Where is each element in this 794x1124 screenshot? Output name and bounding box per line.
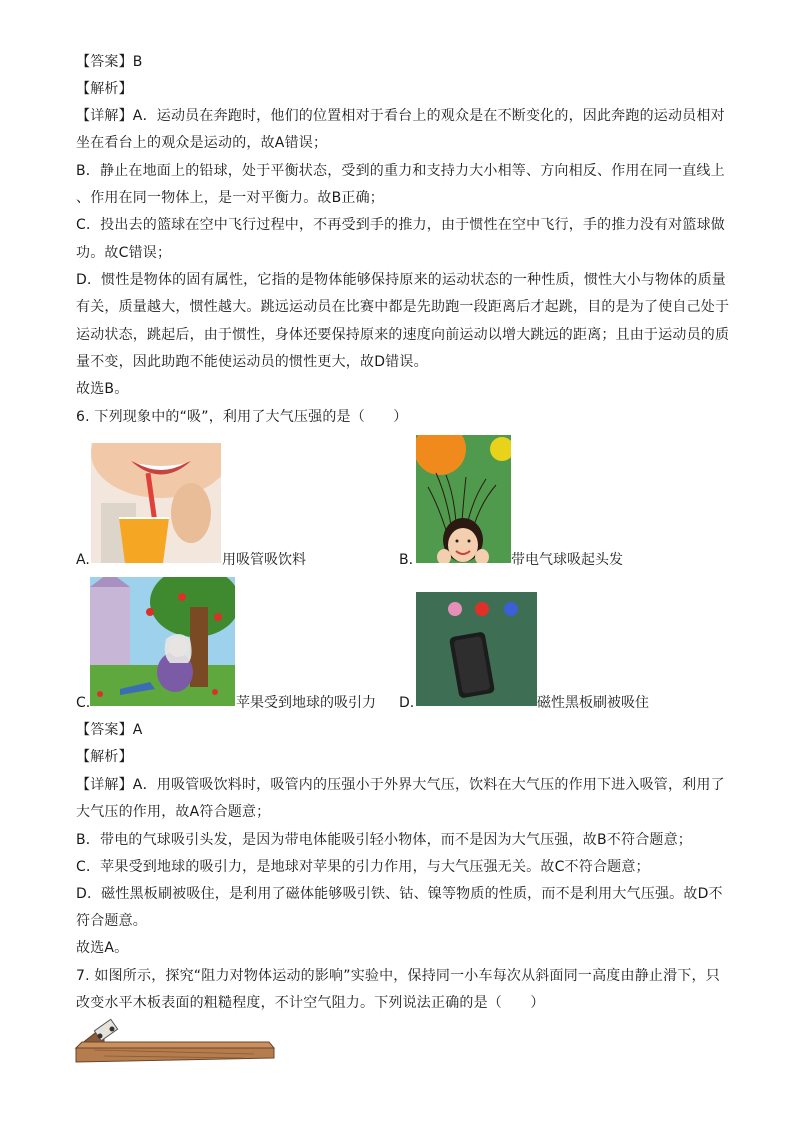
q5-line-6: D．惯性是物体的固有属性，它指的是物体能够保持原来的运动状态的一种性质，惯性大小与物体的质量 — [76, 272, 726, 288]
q7-line-1: 改变水平木板表面的粗糙程度，不计空气阻力。下列说法正确的是（ ） — [76, 995, 545, 1011]
q6-line-1: 大气压的作用，故A符合题意； — [76, 804, 271, 820]
q5-line-5: 功。故C错误； — [76, 245, 172, 261]
q5-line-1: 坐在看台上的观众是运动的，故A错误； — [76, 135, 328, 151]
option-c-text: 苹果受到地球的吸引力 — [236, 695, 376, 711]
q5-line-7: 有关，质量越大，惯性越大。跳远运动员在比赛中都是先助跑一段距离后才起跳，目的是为了使自己处于 — [76, 299, 730, 315]
straw-drink-image — [91, 443, 221, 563]
q6-line-3: C．苹果受到地球的吸引力，是地球对苹果的引力作用，与大气压强无关。故C不符合题意； — [76, 859, 650, 875]
q6-analysis-label: 【解析】 — [76, 749, 133, 765]
q5-line-2: B．静止在地面上的铅球，处于平衡状态，受到的重力和支持力大小相等、方向相反、作用在同一直线上 — [76, 163, 725, 179]
q6-line-5: 符合题意。 — [76, 913, 147, 929]
option-d-text: 磁性黑板刷被吸住 — [537, 695, 649, 711]
option-a-text: 用吸管吸饮料 — [222, 552, 306, 568]
q7-line-0: 7. 如图所示，探究“阻力对物体运动的影响”实验中，保持同一小车每次从斜面同一高度由静止滑下，只 — [76, 968, 720, 984]
option-c-label: C. — [76, 695, 91, 711]
q5-analysis-label: 【解析】 — [76, 81, 133, 97]
q5-line-4: C．投出去的篮球在空中飞行过程中，不再受到手的推力，由于惯性在空中飞行，手的推力没有对篮球做 — [76, 217, 725, 233]
option-a-label: A. — [76, 552, 90, 568]
incline-cart-figure — [74, 1018, 278, 1068]
q5-line-9: 量不变，因此助跑不能使运动员的惯性更大，故D错误。 — [76, 354, 428, 370]
q6-line-6: 故选A。 — [76, 940, 129, 956]
magnetic-eraser-image — [416, 592, 537, 706]
q5-line-0: 【详解】A．运动员在奔跑时，他们的位置相对于看台上的观众是在不断变化的，因此奔跑的运动员相对 — [76, 108, 725, 124]
q6-stem: 6. 下列现象中的“吸”，利用了大气压强的是（ ） — [76, 409, 408, 425]
q5-line-3: 、作用在同一物体上，是一对平衡力。故B正确； — [76, 190, 385, 206]
q5-answer: 【答案】B — [76, 54, 143, 70]
q5-line-8: 运动状态，跳起后，由于惯性，身体还要保持原来的速度向前运动以增大跳远的距离；且由于运动员的质 — [76, 327, 730, 343]
q6-answer: 【答案】A — [76, 722, 143, 738]
q6-line-4: D．磁性黑板刷被吸住，是利用了磁体能够吸引铁、钴、镍等物质的性质，而不是利用大气压强。故D不 — [76, 886, 723, 902]
option-b-text: 带电气球吸起头发 — [511, 552, 623, 568]
q6-line-0: 【详解】A．用吸管吸饮料时，吸管内的压强小于外界大气压，饮料在大气压的作用下进入吸管，利用了 — [76, 777, 725, 793]
option-b-label: B. — [399, 552, 414, 568]
q5-line-10: 故选B。 — [76, 381, 129, 397]
apple-newton-image — [90, 577, 235, 706]
option-d-label: D. — [399, 695, 415, 711]
q6-line-2: B．带电的气球吸引头发，是因为带电体能吸引轻小物体，而不是因为大气压强，故B不符合题意； — [76, 832, 693, 848]
balloon-hair-image — [416, 435, 511, 563]
